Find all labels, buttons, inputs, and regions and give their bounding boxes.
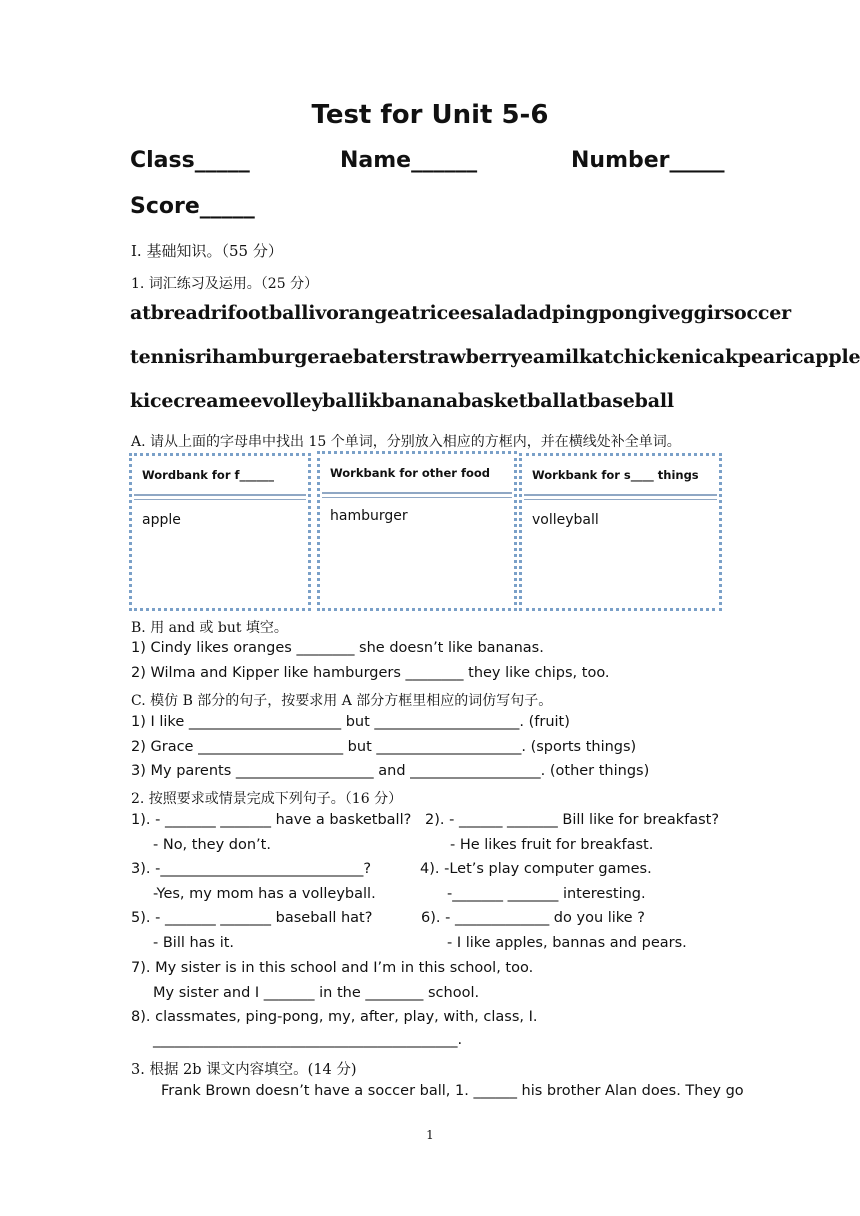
q3-heading: 3. 根据 2b 课文内容填空。(14 分): [131, 1062, 357, 1078]
q2-item-7-answer: My sister and I _______ in the ________ school.: [153, 985, 480, 1001]
wordbank-box-fruit: [129, 453, 311, 611]
q2-heading: 2. 按照要求或情景完成下列句子。（16 分）: [131, 791, 403, 807]
q2-item-right: 2). - ______ _______ Bill like for breakfast?: [425, 812, 720, 828]
score-field: Score_____: [130, 194, 255, 219]
q3-passage: Frank Brown doesn’t have a soccer ball, 1. ______ his brother Alan does. They go: [161, 1083, 744, 1099]
page-number: 1: [426, 1128, 434, 1142]
part-b-instruction: B. 用 and 或 but 填空。: [131, 620, 288, 636]
wordbank-box-food: [317, 451, 517, 611]
wordbank-box-heading: Workbank for other food: [330, 466, 491, 480]
wordbank-box-entry: volleyball: [532, 512, 599, 528]
q2-item-right: -_______ _______ interesting.: [447, 886, 646, 902]
q2-item-7: 7). My sister is in this school and I’m in this school, too.: [131, 960, 534, 976]
letter-string-2: tennisrihamburgeraebaterstrawberryeamilkatchickenicakpearicapple: [130, 346, 860, 368]
letter-string-3: kicecreameevolleyballikbananabasketballatbaseball: [130, 390, 674, 412]
q2-item-left: 1). - _______ _______ have a basketball?: [131, 812, 412, 828]
part-c-item: 2) Grace ____________________ but ____________________. (sports things): [131, 739, 637, 755]
q2-item-right: - I like apples, bannas and pears.: [447, 935, 687, 951]
q2-item-left: - No, they don’t.: [153, 837, 271, 853]
number-field: Number_____: [571, 148, 725, 173]
divider: [524, 494, 717, 496]
q2-item-8: 8). classmates, ping-pong, my, after, play, with, class, I.: [131, 1009, 538, 1025]
wordbank-box-heading: Wordbank for f______: [142, 468, 274, 482]
wordbank-box-heading: Workbank for s____ things: [532, 468, 699, 482]
divider: [524, 499, 717, 500]
divider: [134, 494, 306, 496]
q2-item-left: 3). -____________________________?: [131, 861, 372, 877]
page-title: Test for Unit 5-6: [311, 100, 549, 130]
class-field: Class_____: [130, 148, 250, 173]
divider: [322, 497, 512, 498]
section-heading: Ⅰ. 基础知识。（55 分）: [131, 242, 283, 260]
wordbank-box-sports: [519, 453, 722, 611]
q1-heading: 1. 词汇练习及运用。（25 分）: [131, 276, 319, 292]
q2-item-right: - He likes fruit for breakfast.: [450, 837, 654, 853]
letter-string-1: atbreadrifootballivorangeatriceesaladadpingpongiveggirsoccer: [130, 302, 791, 324]
q2-item-right: 4). -Let’s play computer games.: [420, 861, 652, 877]
q2-item-left: -Yes, my mom has a volleyball.: [153, 886, 376, 902]
divider: [134, 499, 306, 500]
q2-item-left: - Bill has it.: [153, 935, 235, 951]
q2-item-right: 6). - _____________ do you like ?: [421, 910, 645, 926]
part-c-item: 1) I like _____________________ but ____________________. (fruit): [131, 714, 570, 730]
wordbank-box-entry: hamburger: [330, 508, 408, 524]
part-b-item: 1) Cindy likes oranges ________ she doesn’t like bananas.: [131, 640, 544, 656]
part-b-item: 2) Wilma and Kipper like hamburgers ________ they like chips, too.: [131, 665, 610, 681]
name-field: Name______: [340, 148, 478, 173]
part-c-instruction: C. 模仿 B 部分的句子，按要求用 A 部分方框里相应的词仿写句子。: [131, 693, 553, 709]
q2-item-8-answer: __________________________________________.: [153, 1032, 463, 1048]
divider: [322, 492, 512, 494]
q2-item-left: 5). - _______ _______ baseball hat?: [131, 910, 373, 926]
part-a-instruction: A. 请从上面的字母串中找出 15 个单词，分别放入相应的方框内，并在横线处补全单词。: [131, 434, 681, 450]
part-c-item: 3) My parents ___________________ and __________________. (other things): [131, 763, 650, 779]
wordbank-box-entry: apple: [142, 512, 181, 528]
